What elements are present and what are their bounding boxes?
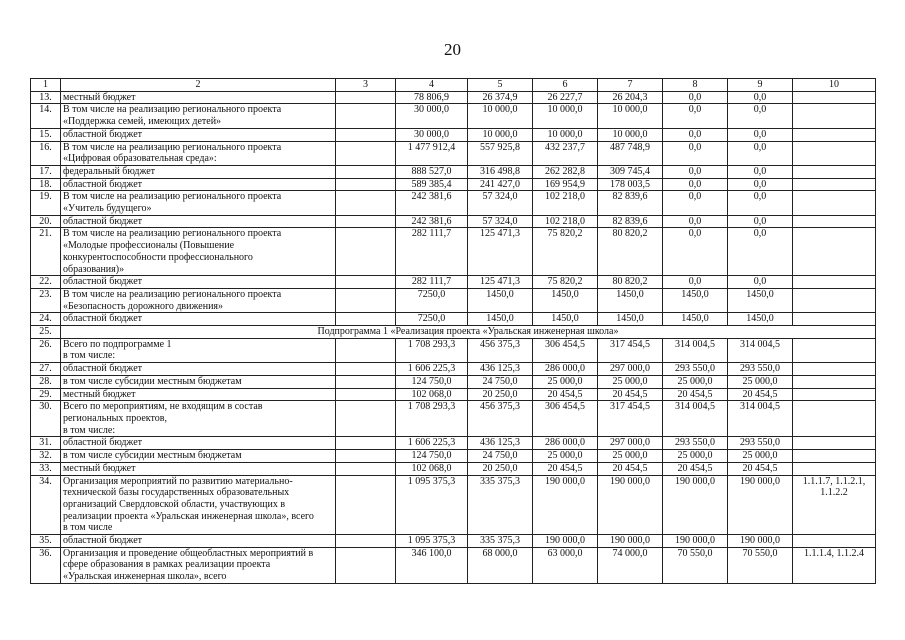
row-number: 22.	[31, 276, 61, 289]
value-cell-c8: 25 000,0	[663, 375, 728, 388]
column-header: 2	[61, 79, 336, 92]
value-cell-c6: 306 454,5	[533, 401, 598, 437]
value-cell-c6: 25 000,0	[533, 450, 598, 463]
row-number: 17.	[31, 165, 61, 178]
value-cell-c9: 20 454,5	[728, 462, 793, 475]
table-row	[31, 535, 876, 548]
value-cell-c8: 0,0	[663, 104, 728, 128]
value-cell-c8: 314 004,5	[663, 401, 728, 437]
value-cell-c5: 335 375,3	[468, 535, 533, 548]
value-cell-c3	[336, 388, 396, 401]
value-cell-c7: 178 003,5	[598, 178, 663, 191]
value-cell-c5: 436 125,3	[468, 363, 533, 376]
value-cell-c6: 169 954,9	[533, 178, 598, 191]
budget-table	[30, 78, 876, 584]
value-cell-c3	[336, 375, 396, 388]
value-cell-c8: 70 550,0	[663, 547, 728, 583]
row-number: 20.	[31, 215, 61, 228]
value-cell-c4: 282 111,7	[396, 228, 468, 276]
value-cell-c6: 286 000,0	[533, 363, 598, 376]
value-cell-c4: 102 068,0	[396, 388, 468, 401]
target-indicator-cell	[793, 535, 876, 548]
value-cell-c7: 317 454,5	[598, 338, 663, 362]
row-name: областной бюджет	[61, 437, 336, 450]
row-name: В том числе на реализацию регионального проекта «Цифровая образовательная среда»:	[61, 141, 336, 165]
value-cell-c6: 75 820,2	[533, 228, 598, 276]
column-header: 3	[336, 79, 396, 92]
value-cell-c4: 124 750,0	[396, 375, 468, 388]
value-cell-c8: 0,0	[663, 128, 728, 141]
value-cell-c5: 241 427,0	[468, 178, 533, 191]
row-name: Всего по подпрограмме 1 в том числе:	[61, 338, 336, 362]
value-cell-c4: 589 385,4	[396, 178, 468, 191]
row-number: 29.	[31, 388, 61, 401]
value-cell-c5: 24 750,0	[468, 450, 533, 463]
value-cell-c3	[336, 288, 396, 312]
value-cell-c4: 7250,0	[396, 313, 468, 326]
value-cell-c8: 293 550,0	[663, 363, 728, 376]
value-cell-c4: 1 606 225,3	[396, 363, 468, 376]
table-row	[31, 437, 876, 450]
value-cell-c9: 190 000,0	[728, 535, 793, 548]
table-header-row	[31, 79, 876, 92]
value-cell-c3	[336, 462, 396, 475]
value-cell-c9: 0,0	[728, 228, 793, 276]
value-cell-c4: 7250,0	[396, 288, 468, 312]
value-cell-c7: 297 000,0	[598, 437, 663, 450]
value-cell-c8: 190 000,0	[663, 475, 728, 535]
table-row	[31, 128, 876, 141]
value-cell-c6: 102 218,0	[533, 191, 598, 215]
value-cell-c3	[336, 141, 396, 165]
row-number: 13.	[31, 91, 61, 104]
value-cell-c4: 888 527,0	[396, 165, 468, 178]
table-row	[31, 450, 876, 463]
row-number: 19.	[31, 191, 61, 215]
value-cell-c8: 314 004,5	[663, 338, 728, 362]
target-indicator-cell	[793, 375, 876, 388]
value-cell-c3	[336, 547, 396, 583]
value-cell-c5: 24 750,0	[468, 375, 533, 388]
value-cell-c4: 1 708 293,3	[396, 338, 468, 362]
value-cell-c9: 314 004,5	[728, 401, 793, 437]
row-name: федеральный бюджет	[61, 165, 336, 178]
table-row	[31, 401, 876, 437]
value-cell-c4: 1 095 375,3	[396, 535, 468, 548]
value-cell-c6: 75 820,2	[533, 276, 598, 289]
target-indicator-cell	[793, 141, 876, 165]
value-cell-c7: 190 000,0	[598, 475, 663, 535]
value-cell-c5: 68 000,0	[468, 547, 533, 583]
value-cell-c8: 0,0	[663, 141, 728, 165]
value-cell-c3	[336, 228, 396, 276]
target-indicator-cell	[793, 462, 876, 475]
row-name: В том числе на реализацию регионального проекта «Учитель будущего»	[61, 191, 336, 215]
value-cell-c5: 335 375,3	[468, 475, 533, 535]
value-cell-c8: 0,0	[663, 165, 728, 178]
value-cell-c4: 78 806,9	[396, 91, 468, 104]
value-cell-c7: 82 839,6	[598, 191, 663, 215]
row-number: 31.	[31, 437, 61, 450]
row-number: 26.	[31, 338, 61, 362]
column-header: 7	[598, 79, 663, 92]
row-number: 35.	[31, 535, 61, 548]
value-cell-c4: 30 000,0	[396, 128, 468, 141]
target-indicator-cell	[793, 104, 876, 128]
target-indicator-cell	[793, 91, 876, 104]
value-cell-c5: 20 250,0	[468, 388, 533, 401]
row-name: областной бюджет	[61, 215, 336, 228]
table-row	[31, 462, 876, 475]
value-cell-c3	[336, 178, 396, 191]
row-name: в том числе субсидии местным бюджетам	[61, 375, 336, 388]
value-cell-c5: 436 125,3	[468, 437, 533, 450]
row-number: 25.	[31, 326, 61, 339]
value-cell-c9: 293 550,0	[728, 437, 793, 450]
target-indicator-cell	[793, 228, 876, 276]
value-cell-c6: 190 000,0	[533, 535, 598, 548]
subprogram-heading: Подпрограмма 1 «Реализация проекта «Уральская инженерная школа»	[61, 326, 876, 339]
target-indicator-cell	[793, 437, 876, 450]
value-cell-c4: 1 095 375,3	[396, 475, 468, 535]
value-cell-c7: 26 204,3	[598, 91, 663, 104]
value-cell-c7: 190 000,0	[598, 535, 663, 548]
row-name: местный бюджет	[61, 91, 336, 104]
value-cell-c8: 25 000,0	[663, 450, 728, 463]
value-cell-c8: 0,0	[663, 178, 728, 191]
value-cell-c9: 0,0	[728, 165, 793, 178]
value-cell-c3	[336, 128, 396, 141]
value-cell-c7: 80 820,2	[598, 228, 663, 276]
row-number: 36.	[31, 547, 61, 583]
column-header: 10	[793, 79, 876, 92]
row-name: областной бюджет	[61, 276, 336, 289]
value-cell-c4: 242 381,6	[396, 215, 468, 228]
value-cell-c3	[336, 401, 396, 437]
value-cell-c4: 1 477 912,4	[396, 141, 468, 165]
value-cell-c7: 20 454,5	[598, 388, 663, 401]
table-row	[31, 191, 876, 215]
row-number: 32.	[31, 450, 61, 463]
row-name: областной бюджет	[61, 128, 336, 141]
value-cell-c9: 314 004,5	[728, 338, 793, 362]
value-cell-c8: 0,0	[663, 191, 728, 215]
value-cell-c5: 1450,0	[468, 313, 533, 326]
value-cell-c8: 190 000,0	[663, 535, 728, 548]
table-row	[31, 228, 876, 276]
value-cell-c6: 102 218,0	[533, 215, 598, 228]
value-cell-c3	[336, 437, 396, 450]
row-number: 23.	[31, 288, 61, 312]
value-cell-c7: 74 000,0	[598, 547, 663, 583]
value-cell-c7: 1450,0	[598, 288, 663, 312]
target-indicator-cell	[793, 313, 876, 326]
value-cell-c9: 0,0	[728, 215, 793, 228]
value-cell-c4: 346 100,0	[396, 547, 468, 583]
target-indicator-cell: 1.1.1.4, 1.1.2.4	[793, 547, 876, 583]
row-number: 33.	[31, 462, 61, 475]
value-cell-c5: 316 498,8	[468, 165, 533, 178]
value-cell-c3	[336, 91, 396, 104]
value-cell-c6: 306 454,5	[533, 338, 598, 362]
value-cell-c4: 282 111,7	[396, 276, 468, 289]
table-row	[31, 91, 876, 104]
table-row	[31, 141, 876, 165]
value-cell-c3	[336, 338, 396, 362]
row-name: областной бюджет	[61, 363, 336, 376]
table-row	[31, 215, 876, 228]
value-cell-c9: 0,0	[728, 276, 793, 289]
target-indicator-cell	[793, 128, 876, 141]
value-cell-c6: 1450,0	[533, 313, 598, 326]
value-cell-c5: 456 375,3	[468, 338, 533, 362]
table-row	[31, 547, 876, 583]
value-cell-c4: 102 068,0	[396, 462, 468, 475]
value-cell-c9: 0,0	[728, 128, 793, 141]
value-cell-c8: 0,0	[663, 91, 728, 104]
row-number: 28.	[31, 375, 61, 388]
value-cell-c8: 293 550,0	[663, 437, 728, 450]
value-cell-c4: 242 381,6	[396, 191, 468, 215]
value-cell-c5: 57 324,0	[468, 191, 533, 215]
value-cell-c5: 1450,0	[468, 288, 533, 312]
value-cell-c3	[336, 191, 396, 215]
value-cell-c9: 0,0	[728, 91, 793, 104]
value-cell-c3	[336, 276, 396, 289]
value-cell-c8: 20 454,5	[663, 462, 728, 475]
table-row	[31, 338, 876, 362]
table-row	[31, 288, 876, 312]
value-cell-c5: 125 471,3	[468, 276, 533, 289]
target-indicator-cell	[793, 363, 876, 376]
value-cell-c6: 63 000,0	[533, 547, 598, 583]
value-cell-c3	[336, 104, 396, 128]
value-cell-c3	[336, 165, 396, 178]
table-row	[31, 363, 876, 376]
value-cell-c5: 10 000,0	[468, 128, 533, 141]
row-name: В том числе на реализацию регионального проекта «Поддержка семей, имеющих детей»	[61, 104, 336, 128]
value-cell-c9: 20 454,5	[728, 388, 793, 401]
row-name: областной бюджет	[61, 313, 336, 326]
table-row	[31, 313, 876, 326]
value-cell-c9: 0,0	[728, 178, 793, 191]
value-cell-c6: 10 000,0	[533, 128, 598, 141]
value-cell-c6: 262 282,8	[533, 165, 598, 178]
target-indicator-cell	[793, 165, 876, 178]
column-header: 9	[728, 79, 793, 92]
value-cell-c9: 1450,0	[728, 313, 793, 326]
value-cell-c6: 1450,0	[533, 288, 598, 312]
value-cell-c4: 124 750,0	[396, 450, 468, 463]
row-number: 30.	[31, 401, 61, 437]
value-cell-c5: 456 375,3	[468, 401, 533, 437]
value-cell-c8: 1450,0	[663, 288, 728, 312]
value-cell-c7: 20 454,5	[598, 462, 663, 475]
value-cell-c9: 190 000,0	[728, 475, 793, 535]
column-header: 1	[31, 79, 61, 92]
value-cell-c3	[336, 363, 396, 376]
value-cell-c7: 487 748,9	[598, 141, 663, 165]
table-row	[31, 165, 876, 178]
value-cell-c7: 1450,0	[598, 313, 663, 326]
row-number: 15.	[31, 128, 61, 141]
value-cell-c7: 80 820,2	[598, 276, 663, 289]
value-cell-c6: 26 227,7	[533, 91, 598, 104]
row-number: 27.	[31, 363, 61, 376]
row-number: 24.	[31, 313, 61, 326]
value-cell-c4: 30 000,0	[396, 104, 468, 128]
value-cell-c6: 10 000,0	[533, 104, 598, 128]
target-indicator-cell	[793, 178, 876, 191]
table-row	[31, 104, 876, 128]
value-cell-c5: 20 250,0	[468, 462, 533, 475]
target-indicator-cell	[793, 191, 876, 215]
value-cell-c9: 0,0	[728, 141, 793, 165]
column-header: 6	[533, 79, 598, 92]
target-indicator-cell	[793, 388, 876, 401]
column-header: 8	[663, 79, 728, 92]
value-cell-c8: 20 454,5	[663, 388, 728, 401]
row-number: 34.	[31, 475, 61, 535]
row-number: 21.	[31, 228, 61, 276]
table-row	[31, 388, 876, 401]
row-name: в том числе субсидии местным бюджетам	[61, 450, 336, 463]
target-indicator-cell	[793, 215, 876, 228]
value-cell-c7: 297 000,0	[598, 363, 663, 376]
row-number: 16.	[31, 141, 61, 165]
value-cell-c6: 25 000,0	[533, 375, 598, 388]
value-cell-c7: 10 000,0	[598, 128, 663, 141]
row-name: Всего по мероприятиям, не входящим в состав региональных проектов, в том числе:	[61, 401, 336, 437]
value-cell-c9: 0,0	[728, 191, 793, 215]
value-cell-c5: 57 324,0	[468, 215, 533, 228]
value-cell-c7: 25 000,0	[598, 375, 663, 388]
page-number: 20	[444, 40, 461, 59]
column-header: 4	[396, 79, 468, 92]
value-cell-c9: 1450,0	[728, 288, 793, 312]
value-cell-c7: 25 000,0	[598, 450, 663, 463]
row-name: В том числе на реализацию регионального проекта «Молодые профессионалы (Повышение конкурентоспособности профессионального образования)»	[61, 228, 336, 276]
value-cell-c4: 1 708 293,3	[396, 401, 468, 437]
value-cell-c6: 432 237,7	[533, 141, 598, 165]
value-cell-c5: 10 000,0	[468, 104, 533, 128]
table-row	[31, 475, 876, 535]
target-indicator-cell: 1.1.1.7, 1.1.2.1, 1.1.2.2	[793, 475, 876, 535]
value-cell-c7: 82 839,6	[598, 215, 663, 228]
value-cell-c7: 317 454,5	[598, 401, 663, 437]
value-cell-c8: 0,0	[663, 228, 728, 276]
value-cell-c8: 0,0	[663, 215, 728, 228]
column-header: 5	[468, 79, 533, 92]
target-indicator-cell	[793, 276, 876, 289]
value-cell-c9: 0,0	[728, 104, 793, 128]
target-indicator-cell	[793, 288, 876, 312]
value-cell-c6: 20 454,5	[533, 462, 598, 475]
value-cell-c5: 125 471,3	[468, 228, 533, 276]
value-cell-c3	[336, 450, 396, 463]
table-row	[31, 276, 876, 289]
value-cell-c3	[336, 475, 396, 535]
value-cell-c6: 190 000,0	[533, 475, 598, 535]
value-cell-c6: 20 454,5	[533, 388, 598, 401]
value-cell-c5: 557 925,8	[468, 141, 533, 165]
row-name: Организация мероприятий по развитию материально- технической базы государственных образовательных организаций Свердловской области, участвующих в реализации проекта «Уральская инженерная школа», всего в том числе	[61, 475, 336, 535]
value-cell-c3	[336, 535, 396, 548]
value-cell-c4: 1 606 225,3	[396, 437, 468, 450]
row-name: областной бюджет	[61, 178, 336, 191]
value-cell-c5: 26 374,9	[468, 91, 533, 104]
value-cell-c9: 293 550,0	[728, 363, 793, 376]
row-number: 14.	[31, 104, 61, 128]
row-name: местный бюджет	[61, 388, 336, 401]
table-row	[31, 326, 876, 339]
value-cell-c8: 1450,0	[663, 313, 728, 326]
value-cell-c9: 25 000,0	[728, 450, 793, 463]
value-cell-c3	[336, 215, 396, 228]
row-name: областной бюджет	[61, 535, 336, 548]
value-cell-c9: 25 000,0	[728, 375, 793, 388]
value-cell-c8: 0,0	[663, 276, 728, 289]
value-cell-c7: 10 000,0	[598, 104, 663, 128]
target-indicator-cell	[793, 401, 876, 437]
target-indicator-cell	[793, 450, 876, 463]
row-number: 18.	[31, 178, 61, 191]
value-cell-c3	[336, 313, 396, 326]
table-row	[31, 178, 876, 191]
table-row	[31, 375, 876, 388]
value-cell-c7: 309 745,4	[598, 165, 663, 178]
row-name: Организация и проведение общеобластных мероприятий в сфере образования в рамках реализации проекта «Уральская инженерная школа», всего	[61, 547, 336, 583]
value-cell-c6: 286 000,0	[533, 437, 598, 450]
row-name: местный бюджет	[61, 462, 336, 475]
row-name: В том числе на реализацию регионального проекта «Безопасность дорожного движения»	[61, 288, 336, 312]
value-cell-c9: 70 550,0	[728, 547, 793, 583]
target-indicator-cell	[793, 338, 876, 362]
